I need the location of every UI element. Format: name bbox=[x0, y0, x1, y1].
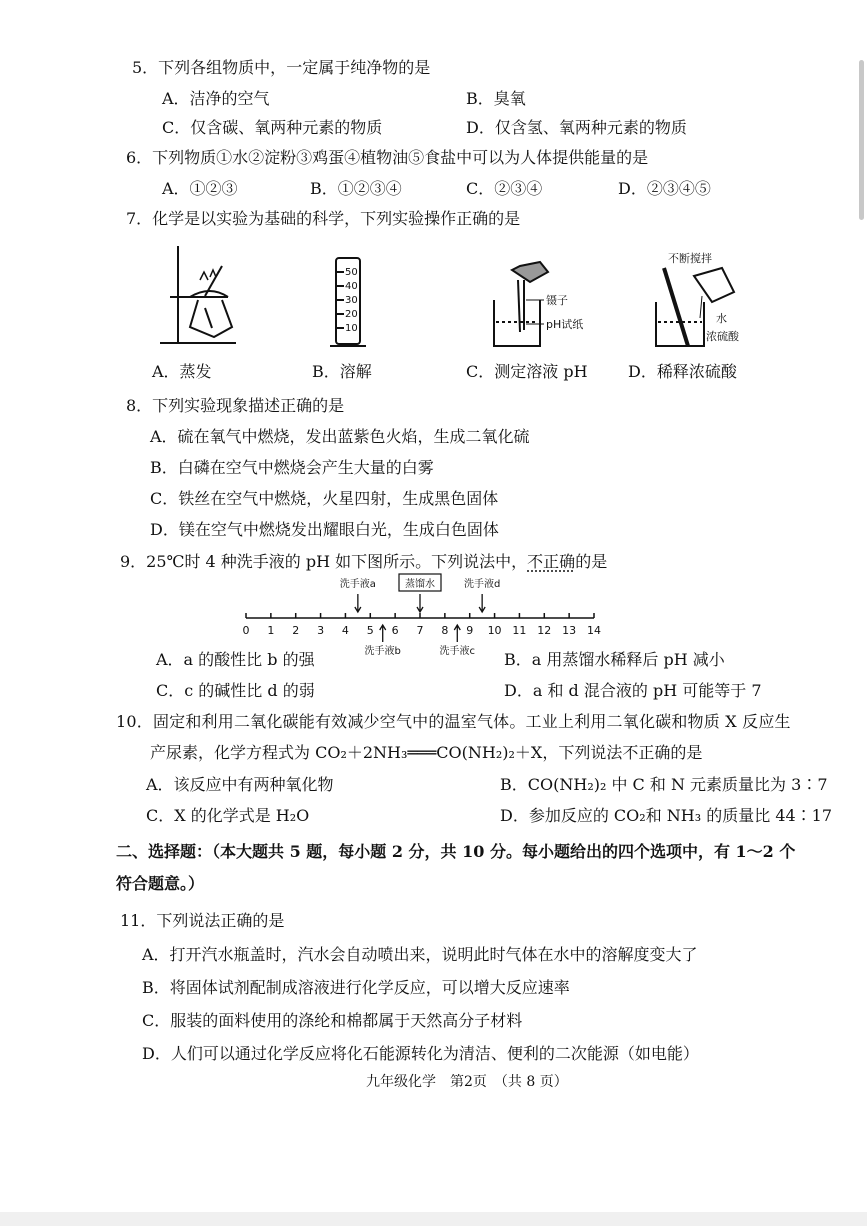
q8-option-d: D．镁在空气中燃烧发出耀眼白光，生成白色固体 bbox=[150, 520, 499, 539]
tweezers-label: 镊子 bbox=[546, 294, 568, 307]
ph-mark-label-2: 洗手液d bbox=[463, 579, 501, 590]
cylinder-tick-10: 10 bbox=[345, 323, 358, 334]
q8-stem: 8．下列实验现象描述正确的是 bbox=[126, 396, 345, 415]
q7-figures bbox=[0, 0, 867, 400]
q8-option-c: C．铁丝在空气中燃烧，火星四射，生成黑色固体 bbox=[150, 489, 499, 508]
ph-mark-arrow-2 bbox=[479, 594, 485, 612]
q7-option-c: C．测定溶液 pH bbox=[466, 362, 588, 381]
vertical-scrollbar[interactable] bbox=[859, 60, 864, 220]
ph-tick-label-4: 4 bbox=[341, 624, 349, 637]
q5-option-d: D．仅含氢、氧两种元素的物质 bbox=[466, 118, 687, 137]
ph-mark-arrow-0 bbox=[355, 594, 361, 612]
q5-option-a: A．洁净的空气 bbox=[162, 89, 270, 108]
ph-scale-figure bbox=[0, 570, 867, 660]
ph-test-figure bbox=[494, 262, 548, 346]
ph-tick-label-7: 7 bbox=[416, 624, 424, 637]
ph-paper-label: pH试纸 bbox=[546, 318, 584, 331]
q6-option-c: C．②③④ bbox=[466, 179, 543, 198]
q6-option-d: D．②③④⑤ bbox=[618, 179, 711, 198]
ph-mark-arrow-1 bbox=[417, 594, 423, 612]
q11-option-b: B．将固体试剂配制成溶液进行化学反应，可以增大反应速率 bbox=[142, 978, 570, 997]
q10-option-a: A．该反应中有两种氧化物 bbox=[146, 775, 334, 794]
q9-option-b: B．a 用蒸馏水稀释后 pH 减小 bbox=[504, 650, 725, 669]
q11-option-c: C．服装的面料使用的涤纶和棉都属于天然高分子材料 bbox=[142, 1011, 523, 1030]
q10-stem-line1: 10．固定和利用二氧化碳能有效减少空气中的温室气体。工业上利用二氧化碳和物质 X 反应生 bbox=[116, 712, 791, 731]
ph-tick-label-6: 6 bbox=[391, 624, 399, 637]
ph-mark-label-4: 洗手液c bbox=[439, 646, 476, 657]
q8-option-a: A．硫在氧气中燃烧，发出蓝紫色火焰，生成二氧化硫 bbox=[150, 427, 530, 446]
q9-stem-pre: 9．25℃时 4 种洗手液的 pH 如下图所示。下列说法中， bbox=[120, 552, 528, 571]
cylinder-scale-labels bbox=[345, 267, 358, 334]
ph-mark-label-0: 洗手液a bbox=[339, 579, 376, 590]
evaporation-apparatus-figure bbox=[160, 246, 236, 343]
q5-option-b: B．臭氧 bbox=[466, 89, 526, 108]
q6-option-b: B．①②③④ bbox=[310, 179, 402, 198]
ph-mark-label-3: 洗手液b bbox=[364, 646, 401, 657]
ph-tick-label-1: 1 bbox=[267, 624, 275, 637]
q11-option-d: D．人们可以通过化学反应将化石能源转化为清洁、便利的二次能源（如电能） bbox=[142, 1044, 699, 1063]
section-2-heading-line1: 二、选择题：（本大题共 5 题，每小题 2 分，共 10 分。每小题给出的四个选项中，有 1～2 个 bbox=[116, 842, 796, 861]
ph-tick-label-14: 14 bbox=[587, 624, 601, 637]
ph-tick-label-5: 5 bbox=[366, 624, 374, 637]
stir-label: 不断搅拌 bbox=[668, 252, 712, 265]
q10-stem-line2: 产尿素，化学方程式为 CO₂＋2NH₃═══CO(NH₂)₂＋X，下列说法不正确的是 bbox=[150, 743, 703, 762]
q7-option-a: A．蒸发 bbox=[152, 362, 212, 381]
bottom-edge-bar bbox=[0, 1212, 867, 1226]
q7-option-b: B．溶解 bbox=[312, 362, 372, 381]
q7-stem: 7．化学是以实验为基础的科学，下列实验操作正确的是 bbox=[126, 209, 521, 228]
q6-stem: 6．下列物质①水②淀粉③鸡蛋④植物油⑤食盐中可以为人体提供能量的是 bbox=[126, 148, 649, 167]
q5-option-c: C．仅含碳、氧两种元素的物质 bbox=[162, 118, 383, 137]
q5-stem-pre: 5．下列各组物质中， bbox=[132, 58, 287, 77]
q10-option-b: B．CO(NH₂)₂ 中 C 和 N 元素质量比为 3∶7 bbox=[500, 775, 828, 794]
ph-mark-arrow-4 bbox=[454, 625, 460, 642]
q9-stem bbox=[120, 552, 607, 572]
ph-tick-label-3: 3 bbox=[317, 624, 325, 637]
q9-option-d: D．a 和 d 混合液的 pH 可能等于 7 bbox=[504, 681, 762, 700]
q10-option-c: C．X 的化学式是 H₂O bbox=[146, 806, 310, 825]
cylinder-tick-40: 40 bbox=[345, 281, 358, 292]
ph-mark-label-1: 蒸馏水 bbox=[405, 579, 435, 590]
ph-scale-ticks bbox=[243, 613, 602, 637]
cylinder-tick-20: 20 bbox=[345, 309, 358, 320]
ph-tick-label-13: 13 bbox=[562, 624, 577, 637]
ph-tick-label-12: 12 bbox=[537, 624, 552, 637]
ph-tick-label-0: 0 bbox=[242, 624, 250, 637]
ph-tick-label-2: 2 bbox=[292, 624, 300, 637]
q9-option-c: C．c 的碱性比 d 的弱 bbox=[156, 681, 315, 700]
page-footer: 九年级化学 第2页 （共 8 页） bbox=[366, 1074, 568, 1090]
q9-stem-post: 的是 bbox=[575, 552, 608, 571]
q11-option-a: A．打开汽水瓶盖时，汽水会自动喷出来，说明此时气体在水中的溶解度变大了 bbox=[142, 945, 698, 964]
q6-option-a: A．①②③ bbox=[162, 179, 238, 198]
q9-option-a: A．a 的酸性比 b 的强 bbox=[156, 650, 315, 669]
q5-stem-post: 一定属于纯净物的是 bbox=[286, 58, 431, 77]
ph-tick-label-9: 9 bbox=[466, 624, 474, 637]
cylinder-tick-30: 30 bbox=[345, 295, 358, 306]
section-2-heading-line2: 符合题意。） bbox=[116, 874, 205, 893]
water-label: 水 bbox=[716, 312, 727, 325]
ph-tick-label-11: 11 bbox=[512, 624, 527, 637]
q7-option-d: D．稀释浓硫酸 bbox=[628, 362, 737, 381]
cylinder-tick-50: 50 bbox=[345, 267, 358, 278]
q9-stem-not: 不正确 bbox=[527, 552, 576, 571]
q11-stem: 11．下列说法正确的是 bbox=[120, 911, 285, 930]
acid-label: 浓硫酸 bbox=[706, 330, 739, 343]
ph-tick-label-10: 10 bbox=[487, 624, 502, 637]
ph-mark-arrow-3 bbox=[380, 625, 386, 642]
q10-option-d: D．参加反应的 CO₂和 NH₃ 的质量比 44∶17 bbox=[500, 806, 833, 825]
ph-tick-label-8: 8 bbox=[441, 624, 449, 637]
q8-option-b: B．白磷在空气中燃烧会产生大量的白雾 bbox=[150, 458, 434, 477]
